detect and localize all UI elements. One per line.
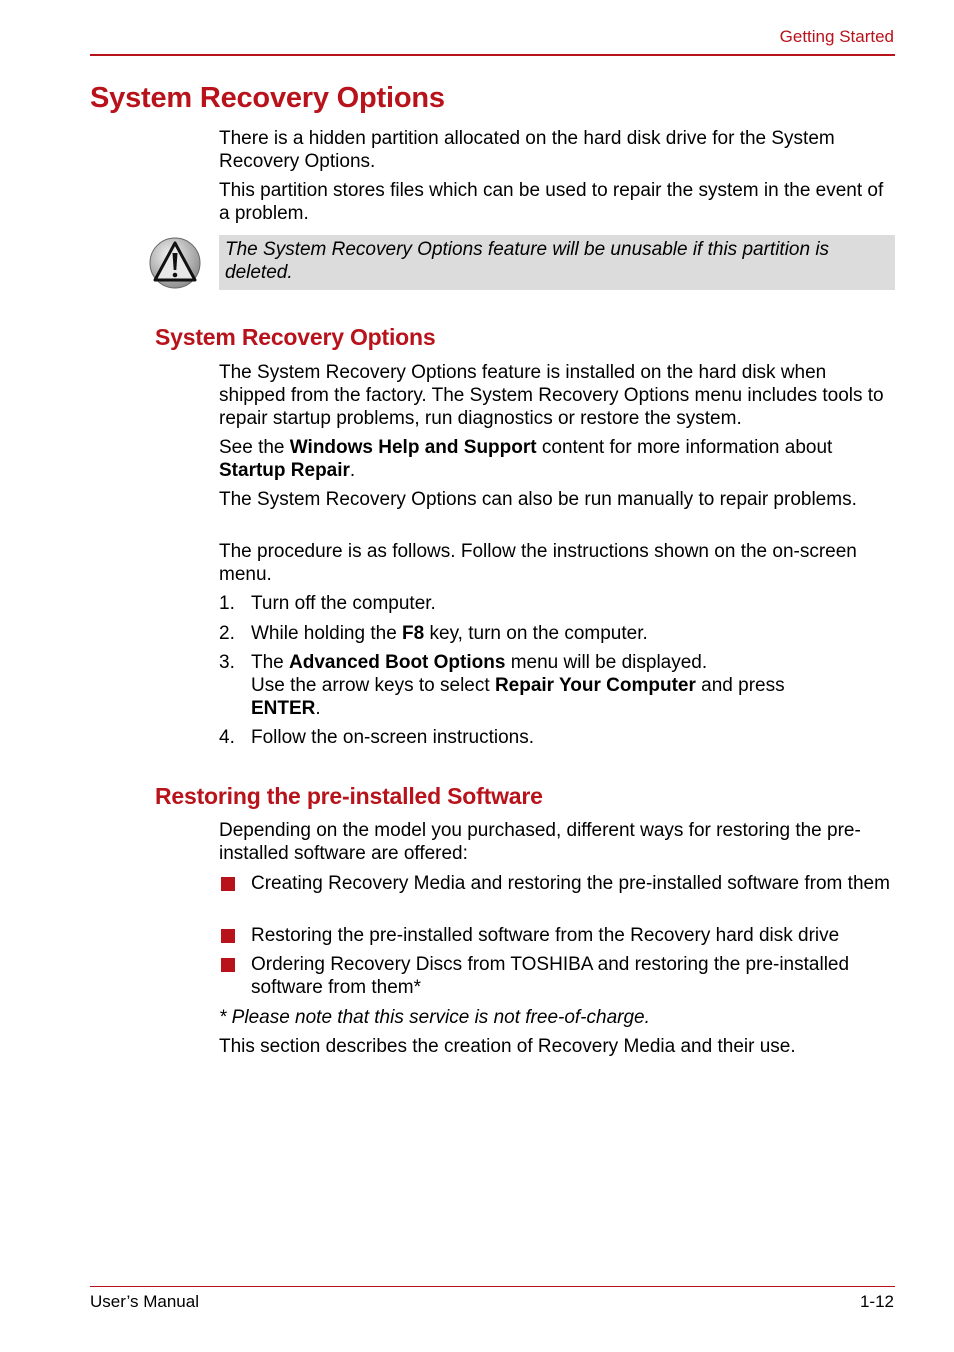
- section-heading-system-recovery: System Recovery Options: [155, 324, 436, 350]
- warning-triangle-icon: [148, 236, 202, 290]
- bullet-item: Restoring the pre-installed software from the Recovery hard disk drive: [251, 925, 840, 946]
- bullet-square-icon: [221, 877, 235, 891]
- bullet-item: Creating Recovery Media and restoring the pre-installed software from them: [251, 873, 890, 894]
- bullet-square-icon: [221, 929, 235, 943]
- section-heading-restoring-software: Restoring the pre-installed Software: [155, 783, 543, 809]
- step-2-text: While holding the F8 key, turn on the computer.: [251, 623, 648, 644]
- section1-paragraph-1: The System Recovery Options feature is installed on the hard disk when shipped from the factory. The System Recovery Options menu includes tools to repair startup problems, run diagnostics or restore the system.: [219, 362, 884, 429]
- footer-manual-label: User’s Manual: [90, 1292, 199, 1311]
- page-title: System Recovery Options: [90, 82, 445, 114]
- running-header: Getting Started: [779, 27, 894, 46]
- step-4-text: Follow the on-screen instructions.: [251, 727, 535, 748]
- note-text: The System Recovery Options feature will be unusable if this partition is deleted.: [225, 239, 830, 283]
- step-1-text: Turn off the computer.: [251, 593, 436, 614]
- closing-paragraph: This section describes the creation of Recovery Media and their use.: [219, 1036, 796, 1057]
- step-number: 1.: [219, 593, 235, 614]
- step-number: 4.: [219, 727, 235, 748]
- section1-paragraph-4: The procedure is as follows. Follow the instructions shown on the on-screen menu.: [219, 541, 857, 585]
- bullet-square-icon: [221, 958, 235, 972]
- section2-paragraph-1: Depending on the model you purchased, different ways for restoring the pre-installed software are offered:: [219, 820, 861, 864]
- intro-paragraph-1: There is a hidden partition allocated on the hard disk drive for the System Recovery Options.: [219, 128, 835, 172]
- step-number: 3.: [219, 652, 235, 673]
- footnote: * Please note that this service is not free-of-charge.: [219, 1007, 650, 1028]
- page-number: 1-12: [859, 1292, 894, 1311]
- step-3-text: The Advanced Boot Options menu will be displayed. Use the arrow keys to select Repair Your Computer and press ENTER.: [251, 652, 785, 719]
- intro-paragraph-2: This partition stores files which can be used to repair the system in the event of a problem.: [219, 180, 884, 224]
- step-number: 2.: [219, 623, 235, 644]
- section1-paragraph-3: The System Recovery Options can also be run manually to repair problems.: [219, 489, 857, 510]
- bullet-item: Ordering Recovery Discs from TOSHIBA and restoring the pre-installed software from them*: [251, 954, 850, 998]
- section1-paragraph-2: See the Windows Help and Support content for more information about Startup Repair.: [219, 437, 833, 481]
- header-rule: [90, 54, 895, 56]
- footer-rule: [90, 1286, 895, 1287]
